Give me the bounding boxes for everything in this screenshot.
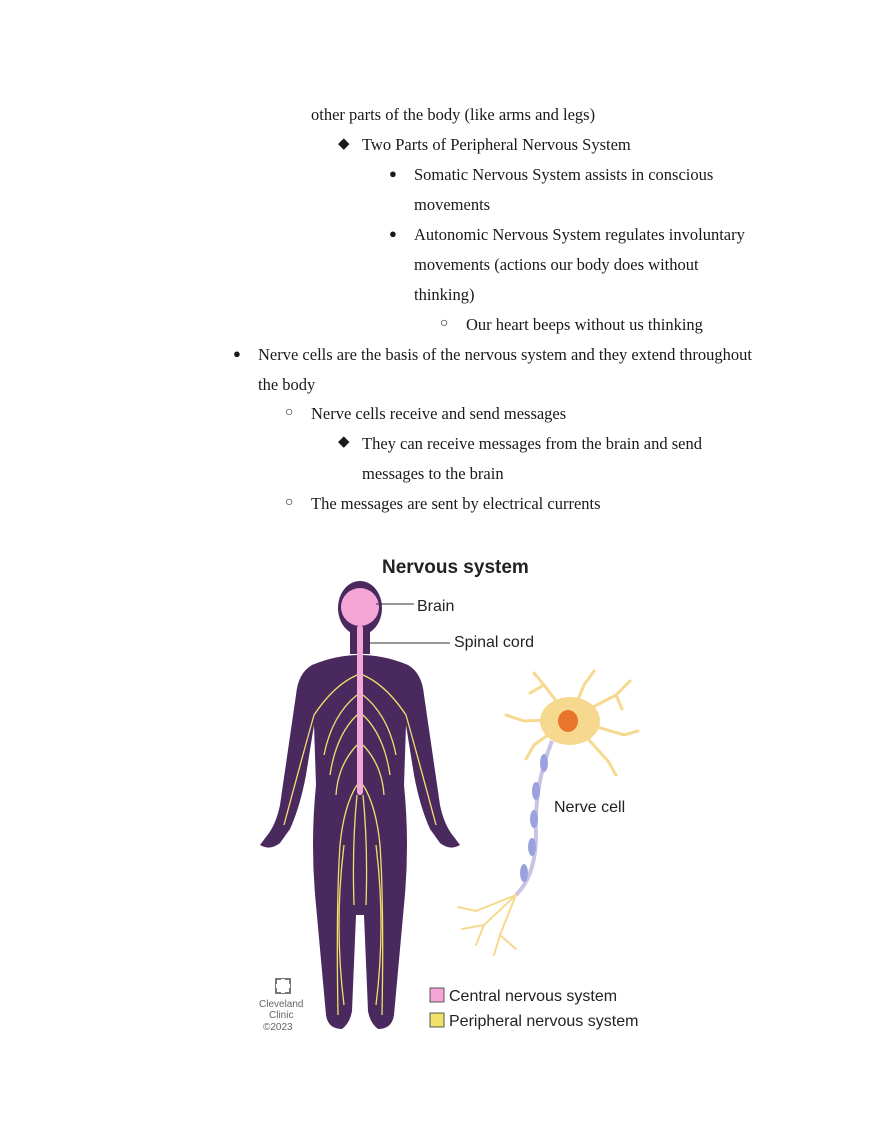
text-line: Our heart beeps without us thinking — [466, 315, 703, 334]
credit-line: Clinic — [269, 1010, 294, 1021]
ring-bullet-icon: ○ — [285, 405, 294, 420]
legend-peripheral-label: Peripheral nervous system — [449, 1013, 639, 1030]
text-line: messages to the brain — [362, 464, 504, 483]
credit-line: ©2023 — [263, 1022, 293, 1033]
brain-shape — [341, 588, 379, 626]
diamond-bullet-icon: ◆ — [338, 434, 350, 450]
text-line: movements — [414, 195, 491, 214]
spinal-cord-label: Spinal cord — [454, 634, 535, 651]
text-line: movements (actions our body does without — [414, 255, 699, 274]
nerve-cell-label: Nerve cell — [554, 799, 626, 816]
diamond-bullet-icon: ◆ — [338, 136, 350, 152]
nervous-system-figure — [244, 545, 664, 1045]
disc-bullet-icon: ● — [389, 226, 397, 241]
text-line: Somatic Nervous System assists in conscious — [414, 165, 714, 184]
legend-central-swatch — [430, 988, 444, 1002]
ring-bullet-icon: ○ — [440, 316, 449, 331]
credit-line: Cleveland — [259, 999, 304, 1010]
text-line: other parts of the body (like arms and legs) — [311, 105, 596, 124]
figure-title: Nervous system — [382, 557, 529, 578]
text-line: They can receive messages from the brain and send — [362, 434, 702, 453]
brain-label: Brain — [417, 598, 455, 615]
legend-peripheral-swatch — [430, 1013, 444, 1027]
text-line: Two Parts of Peripheral Nervous System — [362, 135, 631, 154]
text-line: thinking) — [414, 285, 475, 304]
spinal-cord-shape — [357, 625, 363, 795]
legend-central-label: Central nervous system — [449, 988, 618, 1005]
disc-bullet-icon: ● — [389, 166, 397, 181]
cleveland-clinic-logo-icon — [276, 979, 290, 993]
disc-bullet-icon: ● — [233, 346, 241, 361]
text-line: the body — [258, 375, 316, 394]
text-line: Autonomic Nervous System regulates involuntary — [414, 225, 745, 244]
text-line: Nerve cells receive and send messages — [311, 404, 567, 423]
text-line: Nerve cells are the basis of the nervous system and they extend throughout — [258, 345, 752, 364]
text-line: The messages are sent by electrical currents — [311, 494, 601, 513]
ring-bullet-icon: ○ — [285, 495, 294, 510]
